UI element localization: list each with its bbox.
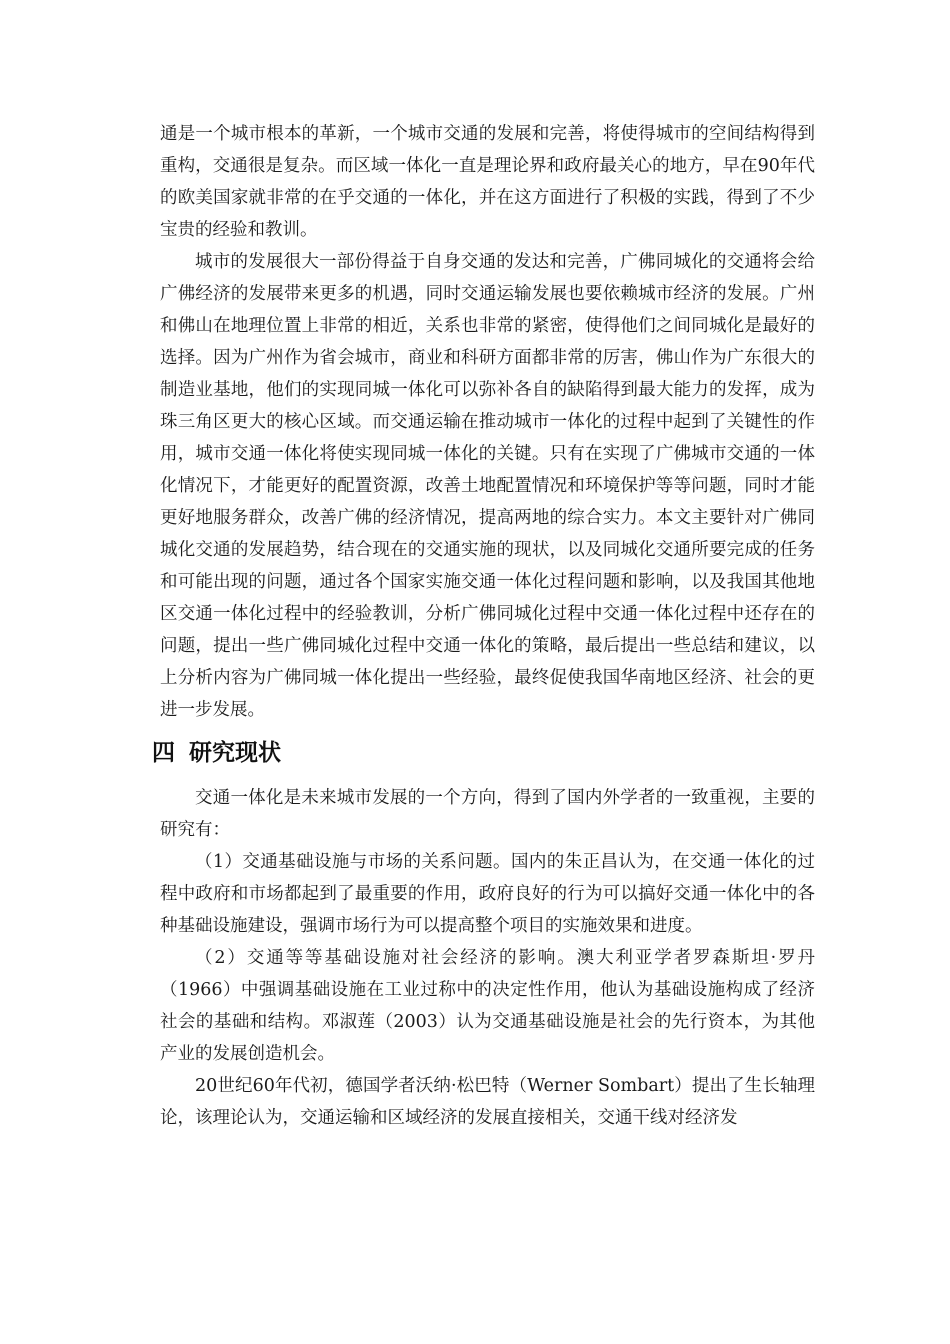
paragraph-4: （1）交通基础设施与市场的关系问题。国内的朱正昌认为，在交通一体化的过程中政府和市场都起到了最重要的作用，政府良好的行为可以搞好交通一体化中的各种基础设施建设，强调市场行为可以提高整个项目的实施效果和进度。 xyxy=(160,852,815,936)
paragraph-3: 交通一体化是未来城市发展的一个方向，得到了国内外学者的一致重视，主要的研究有： xyxy=(160,788,815,840)
section-title: 研究现状 xyxy=(189,740,281,766)
paragraph-5: （2）交通等等基础设施对社会经济的影响。澳大利亚学者罗森斯坦·罗丹（1966）中强调基础设施在工业过称中的决定性作用，他认为基础设施构成了经济社会的基础和结构。邓淑莲（2003）认为交通基础设施是社会的先行资本，为其他产业的发展创造机会。 xyxy=(160,948,815,1064)
section-heading xyxy=(152,736,815,770)
paragraph-1: 通是一个城市根本的革新，一个城市交通的发展和完善，将使得城市的空间结构得到重构，交通很是复杂。而区域一体化一直是理论界和政府最关心的地方，早在90年代的欧美国家就非常的在乎交通的一体化，并在这方面进行了积极的实践，得到了不少宝贵的经验和教训。 xyxy=(160,124,815,240)
document-page xyxy=(152,118,815,1134)
paragraph-6: 20世纪60年代初，德国学者沃纳·松巴特（Werner Sombart）提出了生长轴理论，该理论认为，交通运输和区域经济的发展直接相关，交通干线对经济发 xyxy=(160,1076,815,1128)
paragraph-2: 城市的发展很大一部份得益于自身交通的发达和完善，广佛同城化的交通将会给广佛经济的发展带来更多的机遇，同时交通运输发展也要依赖城市经济的发展。广州和佛山在地理位置上非常的相近，关系也非常的紧密，使得他们之间同城化是最好的选择。因为广州作为省会城市，商业和科研方面都非常的厉害，佛山作为广东很大的制造业基地，他们的实现同城一体化可以弥补各自的缺陷得到最大能力的发挥，成为珠三角区更大的核心区域。而交通运输在推动城市一体化的过程中起到了关键性的作用，城市交通一体化将使实现同城一体化的关键。只有在实现了广佛城市交通的一体化情况下，才能更好的配置资源，改善土地配置情况和环境保护等等问题，同时才能更好地服务群众，改善广佛的经济情况，提高两地的综合实力。本文主要针对广佛同城化交通的发展趋势，结合现在的交通实施的现状，以及同城化交通所要完成的任务和可能出现的问题，通过各个国家实施交通一体化过程问题和影响，以及我国其他地区交通一体化过程中的经验教训，分析广佛同城化过程中交通一体化过程中还存在的问题，提出一些广佛同城化过程中交通一体化的策略，最后提出一些总结和建议，以上分析内容为广佛同城一体化提出一些经验，最终促使我国华南地区经济、社会的更进一步发展。 xyxy=(160,252,815,720)
section-number: 四 xyxy=(152,740,175,766)
